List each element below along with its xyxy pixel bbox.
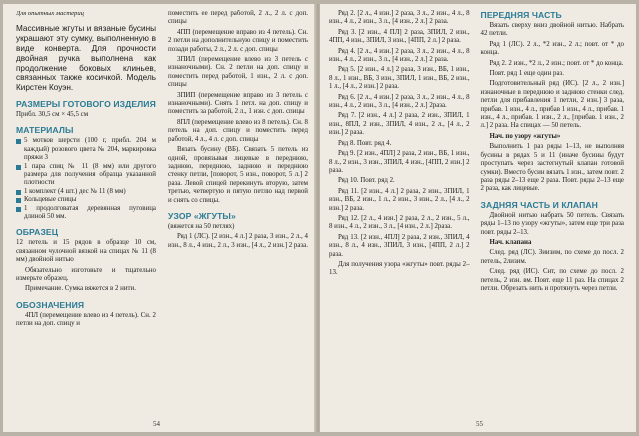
abbreviations-heading: ОБОЗНАЧЕНИЯ bbox=[16, 299, 85, 310]
abbreviation-text: Вязать бусину (ВБ). Связать 5 петель из одной, провязывая лицевые в переднюю, заднюю, переднюю, заднюю и переднюю стенку петли, [поворот, 5 изн., поворот, 5 л.] 2 раза. Левой спицей перекинуть вторую, затем третью, четвертую и пятую петлю над первой и снять со спицы. bbox=[168, 146, 308, 204]
left-page bbox=[3, 4, 316, 432]
abbreviation-4pl: 4ПЛ (перемещение влево из 4 петель). Сн. 2 петли на доп. спицу и bbox=[16, 311, 156, 328]
back-heading: ЗАДНЯЯ ЧАСТЬ И КЛАПАН bbox=[480, 199, 598, 210]
pattern-row: Ряд 11. [2 изн., 4 л.] 2 раза, 2 изн., 3ПИЛ, 1 изн., ВБ, 2 изн., 1 л., 2 изн., 3 изн., 2 л., [4 л., 2 изн.] 2 раза. bbox=[329, 187, 470, 212]
pattern-row: Ряд 6. [2 л., 4 изн.] 2 раза, 3 л., 2 изн., 4 л., 8 изн., 4 л., 2 изн., 3 л., [4 изн., 2 л.] 2раза. bbox=[329, 93, 470, 110]
pattern-row: Ряд 13. [2 изн., 4ПЛ] 2 раза, 2 изн., 3ПИЛ, 4 изн., 8 л., 4 изн., 3ПИЛ, 3 изн., [4ПП, 2 л.] 2 раза. bbox=[329, 233, 470, 258]
materials-item: 5 мотков шерсти (100 г, прибл. 204 м каждый) розового цвета № 204, маркировка пряжи 3 bbox=[16, 137, 156, 162]
square-bullet-icon bbox=[16, 165, 21, 170]
flap-row: След. ряд (ЛС). Зиизим, по схеме до посл. 2 петель, 2лизим. bbox=[480, 249, 624, 265]
pattern-row: Ряд 8. Повт. ряд 4. bbox=[338, 139, 392, 147]
pattern-heading: УЗОР «ЖГУТЫ» bbox=[168, 210, 236, 221]
size-heading: РАЗМЕРЫ ГОТОВОГО ИЗДЕЛИЯ bbox=[16, 98, 156, 109]
front-heading: ПЕРЕДНЯЯ ЧАСТЬ bbox=[480, 10, 562, 20]
materials-item: 1 комплект (4 шт.) дес № 11 (8 мм) bbox=[16, 188, 156, 196]
pattern-row: Ряд 12. [2 л., 4 изн.] 2 раза, 2 л., 2 изн., 5 л., 8 изн., 4 л., 2 изн., 3 л., [4 изн., 2 л.] 2раза. bbox=[329, 214, 470, 231]
square-bullet-icon bbox=[16, 198, 21, 203]
intro-text: Массивные жгуты и вязаные бусины украшают эту сумку, выполненную в виде конверта. Для прочности двойная ручка выполнена как продолжение боковых клиньев, связанных также косичкой. Модель Кирстен Коуэн. bbox=[16, 24, 156, 93]
left-column-2 bbox=[162, 10, 308, 414]
pattern-row: Ряд 4. [2 л., 4 изн.] 2 раза, 3 л., 2 изн., 4 л., 8 изн., 4 л., 2 изн., 3 л., [4 изн., 2 л.] 2 раза. bbox=[329, 47, 470, 64]
abbreviation-text: 4ПП (перемещение вправо из 4 петель). Сн. 2 петли на дополнительную спицу и поместить позади работы, 2 л., 2 л. с доп. спицы bbox=[168, 28, 308, 53]
square-bullet-icon bbox=[16, 207, 21, 212]
materials-item: 1 пара спиц № 11 (8 мм) или другого размера для получения образца указанной плотности bbox=[16, 163, 156, 188]
right-column-2 bbox=[475, 10, 624, 414]
page-number: 55 bbox=[476, 420, 483, 428]
front-repeat: Повт. ряд 1 еще один раз. bbox=[489, 70, 564, 78]
page-number: 54 bbox=[153, 420, 160, 428]
pattern-instructions: Выполнить 1 раз ряды 1–13, не выполняя бусины в рядах 5 и 11 (иначе бусины будут проступать через застегнутый клапан готовой сумки). Вместо бусин вязать 1 изн., затем повт. 2 раза ряды 2–13 еще 2 раза. Повт. ряды 2–13 еще 2 раза, как лицевые. bbox=[480, 143, 624, 193]
gauge-remark: Примечание. Сумка вяжется в 2 нити. bbox=[25, 285, 136, 293]
pattern-subtitle: (вяжется на 50 петлях) bbox=[168, 222, 235, 230]
size-text: Прибл. 30,5 см × 45,5 см bbox=[16, 110, 89, 118]
materials-item: Кольцевые спицы bbox=[16, 196, 156, 204]
pattern-repeat-note: Для получения узора «жгуты» повт. ряды 2–13. bbox=[329, 260, 470, 277]
materials-list bbox=[16, 137, 156, 221]
materials-item: 1 продолговатая деревянная пуговица длиной 50 мм. bbox=[16, 205, 156, 222]
abbreviation-text: 8ПЛ (перемещение влево из 8 петель). Сн. 8 петель на доп. спицу и поместить перед работой, 4 л., 4 л. с доп. спицы bbox=[168, 118, 308, 143]
front-text: Вязать сверху вниз двойной нитью. Набрать 42 петли. bbox=[480, 22, 624, 38]
pattern-row: Ряд 9. [2 изн., 4ПЛ] 2 раза, 2 изн., ВБ, 1 изн., 8 л., 2 изн., 3 изн., 3ПИЛ, 4 изн., [4ПП, 2 изн.] 2 раза. bbox=[329, 150, 470, 174]
front-row-2: Ряд 2. 2 изн., *2 л., 2 изн.; повт. от * до конца. bbox=[489, 59, 624, 67]
abbreviation-text: поместить ее перед работой, 2 л., 2 л. с доп. спицы bbox=[168, 10, 308, 26]
abbreviation-text: 3ПИП (перемещение вправо из 3 петель с изнаночными). Снять 1 петл. на доп. спицу и поместить за работой, 2 л., 1 изн. с доп. спицы bbox=[168, 91, 308, 116]
right-page bbox=[320, 4, 636, 432]
pattern-row: Ряд 2. [2 л., 4 изн.] 2 раза, 3 л., 2 изн., 4 л., 8 изн., 4 л., 2 изн., 3 л., [4 изн., 2 л.] 2 раза. bbox=[329, 10, 470, 26]
pattern-row: Ряд 10. Повт. ряд 2. bbox=[338, 177, 395, 185]
materials-heading: МАТЕРИАЛЫ bbox=[16, 125, 74, 136]
pattern-row: Ряд 5. [2 изн., 4 л.] 2 раза, 3 изн., ВБ, 1 изн., 8 л., 1 изн., ВБ, 3 изн., 3ПИЛ, 1 изн., ВБ, 2 изн., 1 л., [4 л., 2 изн.] 2 раза. bbox=[329, 66, 470, 91]
flap-row-2: След. ряд (ИС). Снт, по схеме до посл. 2 петель, 2 изн. вм. Повт. еще 11 раз. На спицах 2 петли. Обрезать нить и протянуть через петли. bbox=[480, 268, 624, 292]
square-bullet-icon bbox=[16, 139, 21, 144]
start-pattern-label: Нач. по узору «жгуты» bbox=[489, 132, 561, 140]
difficulty-tip: Для опытных мастериц bbox=[16, 10, 84, 17]
front-row-1: Ряд 1 (ЛС). 2 л., *2 изн., 2 л.; повт. от * до конца. bbox=[480, 40, 624, 57]
gauge-note: Обязательно изготовьте и тщательно измерьте образец. bbox=[16, 266, 156, 283]
back-text: Двойной нитью набрать 50 петель. Связать ряды 1–13 по узору «жгуты», затем еще три раза повт. ряды 2–13. bbox=[480, 211, 624, 236]
gauge-text: 12 петель и 15 рядов в образце 10 см, связанном чулочной вязкой на спицах № 11 (8 мм) двойной нитью bbox=[16, 239, 156, 264]
abbreviation-text: 3ПИЛ (перемещение влево из 3 петель с изнаночными). Сн. 2 петли на доп. спицу и поместить перед работой, 1 изн., 2 л. с доп. спицы bbox=[168, 56, 308, 89]
left-column-1 bbox=[16, 10, 162, 414]
gauge-heading: ОБРАЗЕЦ bbox=[16, 227, 59, 238]
pattern-row: Ряд 7. [2 изн., 4 л.] 2 раза, 2 изн., 3ПИЛ, 1 изн., 8ПЛ, 2 изн., 3ПИЛ, 4 изн., 2 л., [4 л., 2 изн.] 2 раза. bbox=[329, 112, 470, 137]
square-bullet-icon bbox=[16, 190, 21, 195]
pattern-row: Ряд 3. [2 изн., 4 ПЛ] 2 раза, 3ПИЛ, 2 изн., 4ПП, 4 изн., 3ПИЛ, 3 изн., [4ПП, 2 л.] 2 раза. bbox=[329, 28, 470, 45]
right-column-1 bbox=[329, 10, 475, 414]
pattern-row-1: Ряд 1 (ЛС). [2 изн., 4 л.] 2 раза, 3 изн., 2 л., 4 изн., 8 л., 4 изн., 2 л., 3 изн., [4 л., 2 изн.] 2 раза. bbox=[168, 233, 308, 249]
preparation-row: Подготовительный ряд (ИС). [2 л., 2 изн.] изнаночные в переднюю и заднюю стенки след. петли для прибавления 1 петли, 2 изн.] 3 раза, прибав. 1 изн., 4 л., прибав 1 изн., 4 л., прибав. 1 изн., 4 л., прибав. 1 изн., 2 л., [прибав. 1 изн., 2 л.] 2 раза. На спицах — 50 петель. bbox=[480, 80, 624, 130]
flap-start-label: Нач. клапана bbox=[489, 238, 532, 246]
